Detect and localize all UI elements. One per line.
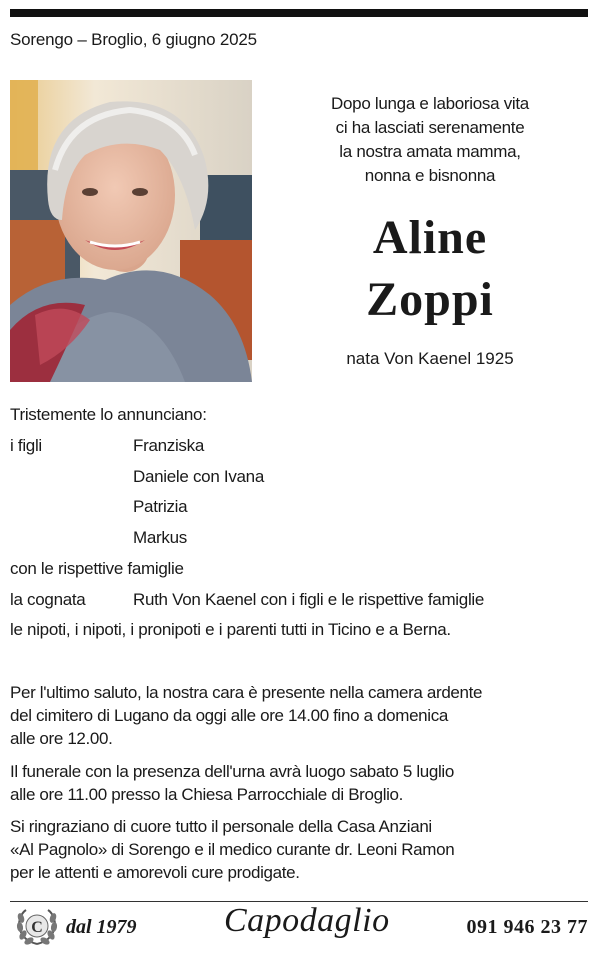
intro-line: ci ha lasciati serenamente xyxy=(335,118,525,137)
thanks-notice xyxy=(10,815,590,884)
funeral-notice xyxy=(10,760,590,806)
intro-line: la nostra amata mamma, xyxy=(339,142,521,161)
notice-line: alle ore 11.00 presso la Chiesa Parrocchiale di Broglio. xyxy=(10,785,404,804)
notice-line: Per l'ultimo saluto, la nostra cara è presente nella camera ardente xyxy=(10,683,483,702)
top-rule xyxy=(10,9,588,17)
families-line: con le rispettive famiglie xyxy=(10,559,184,578)
portrait-photo xyxy=(10,80,252,382)
sister-in-law-label: la cognata xyxy=(10,590,86,609)
phone-number[interactable]: 091 946 23 77 xyxy=(466,916,588,938)
intro-text xyxy=(292,92,568,188)
notice-line: Il funerale con la presenza dell'urna avrà luogo sabato 5 luglio xyxy=(10,762,454,781)
child-name: Markus xyxy=(133,528,187,547)
laurel-wreath-c-icon xyxy=(14,906,60,948)
notice-line: alle ore 12.00. xyxy=(10,729,113,748)
visitation-notice xyxy=(10,681,590,750)
child-name: Franziska xyxy=(133,436,204,455)
deceased-first-name: Aline xyxy=(372,211,488,264)
other-relatives: le nipoti, i nipoti, i pronipoti e i parenti tutti in Ticino e a Berna. xyxy=(10,620,451,639)
notice-line: per le attenti e amorevoli cure prodigate. xyxy=(10,863,300,882)
intro-line: Dopo lunga e laboriosa vita xyxy=(331,94,529,113)
since-year: dal 1979 xyxy=(66,916,137,938)
notice-line: «Al Pagnolo» di Sorengo e il medico curante dr. Leoni Ramon xyxy=(10,840,455,859)
brand-name: Capodaglio xyxy=(224,902,390,939)
logo-letter: C xyxy=(31,919,43,936)
child-name: Daniele con Ivana xyxy=(133,467,264,486)
birth-info: nata Von Kaenel 1925 xyxy=(346,349,514,368)
notice-line: Si ringraziano di cuore tutto il personale della Casa Anziani xyxy=(10,817,432,836)
place-date: Sorengo – Broglio, 6 giugno 2025 xyxy=(10,30,257,49)
intro-line: nonna e bisnonna xyxy=(364,166,496,185)
announcers-intro: Tristemente lo annunciano: xyxy=(10,405,207,424)
deceased-last-name: Zoppi xyxy=(366,273,494,326)
child-name: Patrizia xyxy=(133,497,188,516)
notice-line: del cimitero di Lugano da oggi alle ore 14.00 fino a domenica xyxy=(10,706,448,725)
sister-in-law-name: Ruth Von Kaenel con i figli e le rispettive famiglie xyxy=(133,590,485,609)
children-label: i figli xyxy=(10,436,42,455)
